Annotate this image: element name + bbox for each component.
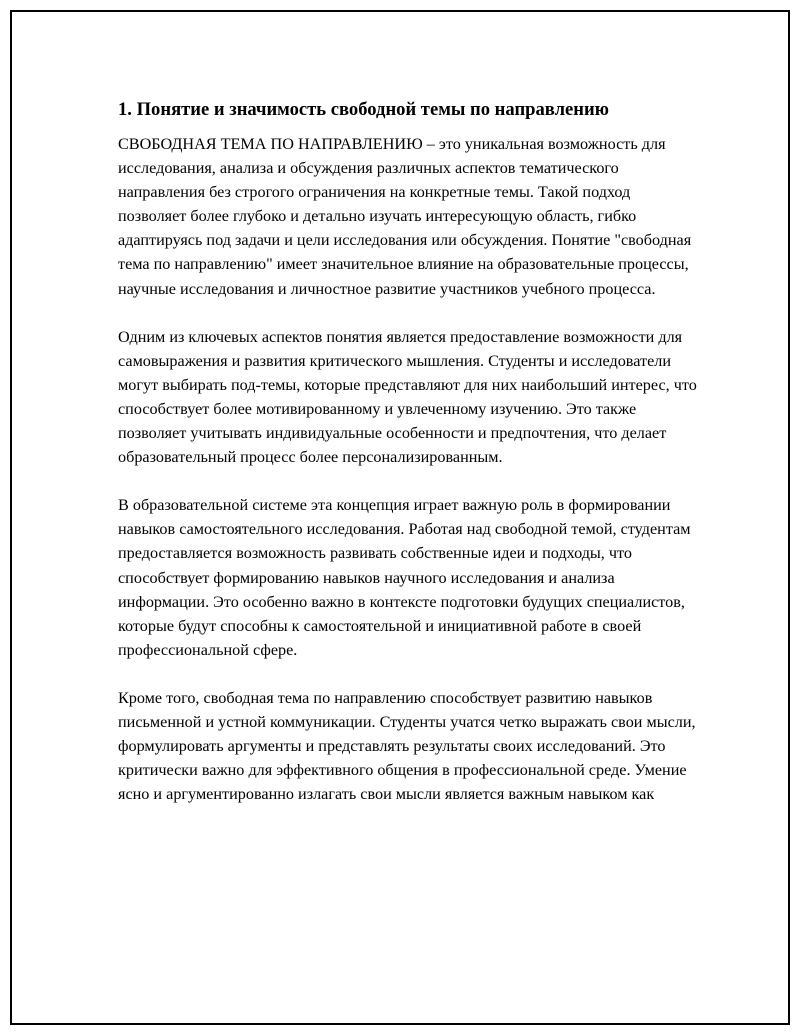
paragraph-3: В образовательной системе эта концепция играет важную роль в формировании навыков самостоятельного исследования. Работая над свободной темой, студентам предоставляется возможность развивать собственные идеи и подходы, что способствует формированию навыков научного исследования и анализа информации. Это особенно важно в контексте подготовки будущих специалистов, которые будут способны к самостоятельной и инициативной работе в своей профессиональной сфере. <box>118 496 691 659</box>
paragraph-1: СВОБОДНАЯ ТЕМА ПО НАПРАВЛЕНИЮ – это уникальная возможность для исследования, анализа и обсуждения различных аспектов тематического направления без строгого ограничения на конкретные темы. Такой подход позволяет более глубоко и детально изучать интересующую область, гибко адаптируясь под задачи и цели исследования или обсуждения. Понятие "свободная тема по направлению" имеет значительное влияние на образовательные процессы, научные исследования и личностное развитие участников учебного процесса. <box>118 135 692 298</box>
document-page <box>10 10 790 1025</box>
paragraph-4: Кроме того, свободная тема по направлению способствует развитию навыков письменной и устной коммуникации. Студенты учатся четко выражать свои мысли, формулировать аргументы и представлять результаты своих исследований. Это критически важно для эффективного общения в профессиональной среде. Умение ясно и аргументированно излагать свои мысли является важным навыком как <box>118 688 696 804</box>
section-heading: 1. Понятие и значимость свободной темы по направлению <box>118 99 609 120</box>
paragraph-2: Одним из ключевых аспектов понятия является предоставление возможности для самовыражения и развития критического мышления. Студенты и исследователи могут выбирать под-темы, которые представляют для них наибольший интерес, что способствует более мотивированному и увлеченному изучению. Это также позволяет учитывать индивидуальные особенности и предпочтения, что делает образовательный процесс более персонализированным. <box>118 327 697 467</box>
document-body <box>118 96 698 830</box>
